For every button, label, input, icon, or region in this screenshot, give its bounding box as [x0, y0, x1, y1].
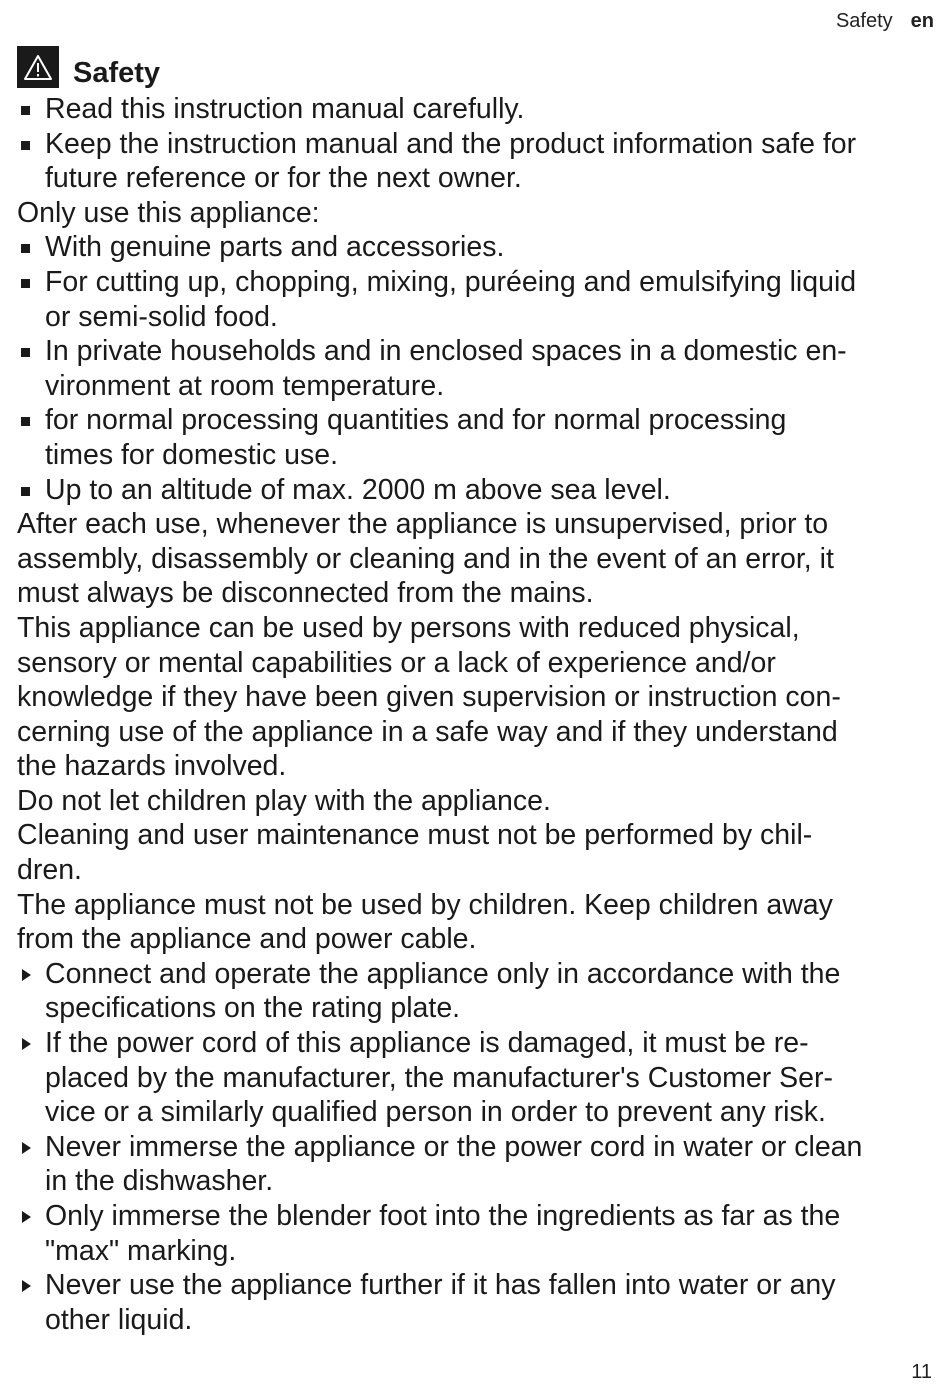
item-line: or semi-solid food.	[45, 300, 278, 333]
item-line: If the power cord of this appliance is damaged, it must be re-	[45, 1027, 809, 1060]
item-line: Up to an altitude of max. 2000 m above sea level.	[45, 473, 671, 506]
instruction-item	[17, 1268, 942, 1337]
item-line: specifications on the rating plate.	[45, 992, 461, 1025]
only-use-intro: Only use this appliance:	[17, 196, 320, 229]
paragraph-line: This appliance can be used by persons with reduced physical,	[17, 611, 800, 644]
list-item	[17, 230, 942, 265]
instruction-item	[17, 1130, 942, 1199]
list-item	[17, 334, 942, 403]
item-line: In private households and in enclosed spaces in a domestic en-	[45, 335, 847, 368]
section-heading	[17, 46, 942, 88]
page-number: 11	[911, 1361, 932, 1383]
list-item	[17, 403, 942, 472]
paragraph-line: The appliance must not be used by children. Keep children away	[17, 888, 833, 921]
paragraph-children-use	[17, 888, 942, 957]
item-line: "max" marking.	[45, 1234, 237, 1267]
item-line: With genuine parts and accessories.	[45, 231, 505, 264]
paragraph-line: Cleaning and user maintenance must not be performed by chil-	[17, 819, 813, 852]
triangle-bullet-icon	[17, 1268, 45, 1303]
paragraph-after-use	[17, 507, 942, 611]
item-line: vice or a similarly qualified person in order to prevent any risk.	[45, 1096, 826, 1129]
item-line: Never immerse the appliance or the power cord in water or clean	[45, 1130, 863, 1163]
triangle-bullet-icon	[17, 1026, 45, 1061]
item-line: future reference or for the next owner.	[45, 162, 522, 195]
list-item	[17, 127, 942, 196]
item-line: for normal processing quantities and for normal processing	[45, 404, 787, 437]
square-bullet-icon	[17, 92, 45, 127]
list-item	[17, 265, 942, 334]
triangle-bullet-icon	[17, 957, 45, 992]
item-line: Only immerse the blender foot into the ingredients as far as the	[45, 1200, 841, 1232]
paragraph-line: dren.	[17, 854, 82, 887]
item-line: For cutting up, chopping, mixing, puréeing and emulsifying liquid	[45, 265, 857, 298]
item-line: times for domestic use.	[45, 438, 339, 471]
item-line: vironment at room temperature.	[45, 369, 445, 402]
paragraph-line: must always be disconnected from the mains.	[17, 577, 594, 610]
paragraph-line: Do not let children play with the appliance.	[17, 784, 551, 817]
paragraph-line: assembly, disassembly or cleaning and in the event of an error, it	[17, 542, 834, 575]
section-title: Safety	[73, 57, 161, 89]
square-bullet-icon	[17, 473, 45, 508]
paragraph-line: sensory or mental capabilities or a lack of experience and/or	[17, 646, 776, 679]
running-header-section: Safety	[835, 10, 893, 32]
running-header	[836, 8, 934, 34]
list-item	[17, 92, 942, 127]
paragraph-line: the hazards involved.	[17, 750, 287, 783]
paragraph-children-play	[17, 784, 942, 819]
running-header-language: en	[910, 10, 934, 32]
instruction-item	[17, 1026, 942, 1130]
item-line: other liquid.	[45, 1303, 193, 1336]
paragraph-reduced-capabilities	[17, 611, 942, 784]
triangle-bullet-icon	[17, 1199, 45, 1234]
item-line: in the dishwasher.	[45, 1165, 274, 1198]
paragraph-line: After each use, whenever the appliance is unsupervised, prior to	[17, 508, 829, 541]
list-item	[17, 473, 942, 508]
square-bullet-icon	[17, 127, 45, 162]
paragraph-line: cerning use of the appliance in a safe way and if they understand	[17, 715, 838, 748]
item-line: Connect and operate the appliance only in accordance with the	[45, 957, 841, 990]
item-line: Never use the appliance further if it has fallen into water or any	[45, 1269, 836, 1302]
warning-triangle-icon	[17, 46, 59, 88]
square-bullet-icon	[17, 334, 45, 369]
item-line: Read this instruction manual carefully.	[45, 93, 525, 125]
instruction-item	[17, 957, 942, 1026]
page-content	[17, 46, 942, 1337]
paragraph-cleaning	[17, 818, 942, 887]
square-bullet-icon	[17, 230, 45, 265]
instruction-item	[17, 1199, 942, 1268]
triangle-bullet-icon	[17, 1130, 45, 1165]
square-bullet-icon	[17, 265, 45, 300]
paragraph-line: knowledge if they have been given supervision or instruction con-	[17, 681, 841, 714]
square-bullet-icon	[17, 403, 45, 438]
item-line: Keep the instruction manual and the product information safe for	[45, 127, 857, 160]
item-line: placed by the manufacturer, the manufacturer's Customer Ser-	[45, 1061, 833, 1094]
paragraph-line: from the appliance and power cable.	[17, 923, 477, 956]
